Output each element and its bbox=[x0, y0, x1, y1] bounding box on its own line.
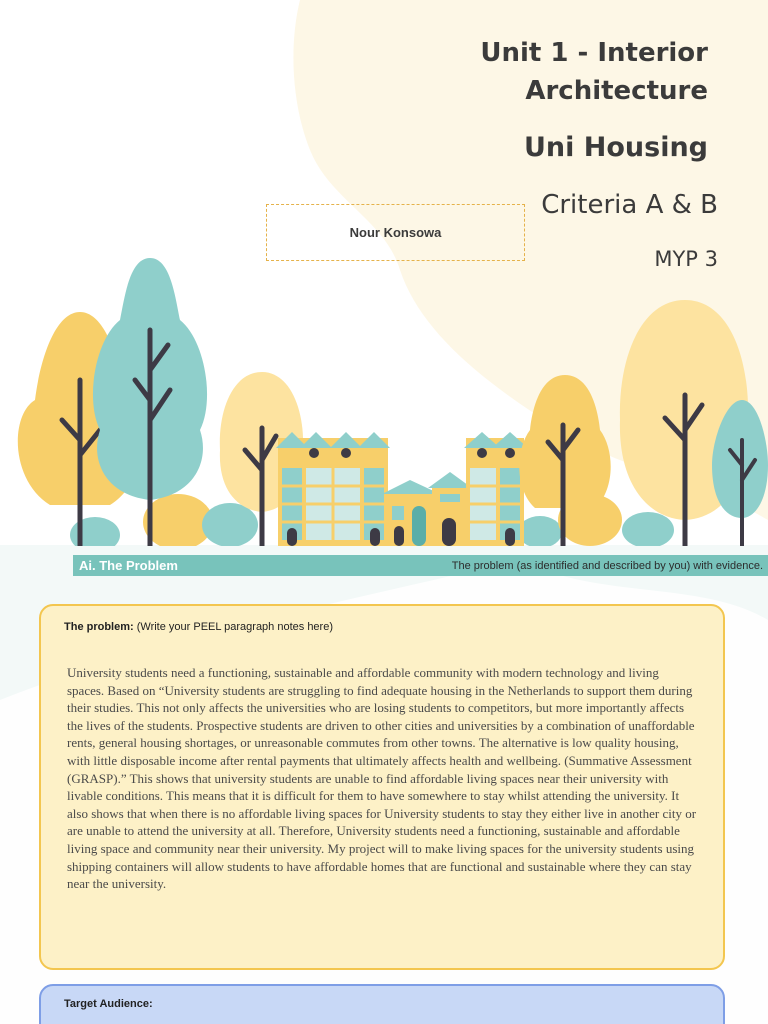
bush bbox=[622, 512, 674, 546]
title-uni-housing: Uni Housing bbox=[523, 132, 708, 163]
target-audience-heading: Target Audience: bbox=[64, 998, 153, 1010]
problem-card[interactable] bbox=[39, 604, 725, 970]
campus-illustration bbox=[0, 250, 768, 546]
section-header-bar bbox=[73, 555, 768, 576]
problem-heading bbox=[64, 621, 333, 633]
target-audience-card[interactable] bbox=[39, 984, 725, 1024]
problem-paragraph: University students need a functioning, sustainable and affordable community with modern technology and living spaces. Based on “University students are struggling to find adequate housing in the Netherlands to support them during their studies. This not only affects the universities who are losing students to competitors, but more importantly affects the lives of the students. Prospective students are driven to other cities and universities by a combination of unaffordable rents, general housing shortages, or unreasonable commutes from other towns. The alternative is low quality housing, with little disposable income after rental payments that ultimately affects health and wellbeing. (Summative Assessment (GRASP).” This shows that university students are unable to find affordable living spaces near their university with livable conditions. This means that it is difficult for them to have somewhere to stay whilst attending the university. It also shows that when there is no affordable living spaces for University students to stay they either live in another city or are unable to attend the university at all. Therefore, University students need a functioning, sustainable and affordable living space and community near their university. My project will to make living spaces for the university students using shipping containers will allow students to have affordable homes that are functional and sustainable where they can stay near the university. bbox=[67, 665, 697, 892]
bush bbox=[202, 503, 258, 546]
section-description: The problem (as identified and described by you) with evidence. bbox=[451, 559, 763, 572]
building-left bbox=[276, 432, 390, 546]
problem-heading-label: The problem: bbox=[64, 621, 134, 633]
building-right bbox=[464, 432, 528, 546]
building-middle bbox=[382, 472, 472, 546]
section-title: Ai. The Problem bbox=[79, 558, 178, 573]
bush bbox=[518, 516, 562, 546]
title-line-1: Unit 1 - Interior bbox=[480, 38, 708, 68]
bush bbox=[143, 494, 213, 546]
title-line-2: Architecture bbox=[525, 76, 708, 106]
author-name: Nour Konsowa bbox=[349, 225, 442, 240]
level-label: MYP 3 bbox=[654, 247, 718, 271]
criteria-label: Criteria A & B bbox=[541, 190, 718, 220]
problem-heading-note: (Write your PEEL paragraph notes here) bbox=[133, 621, 333, 633]
